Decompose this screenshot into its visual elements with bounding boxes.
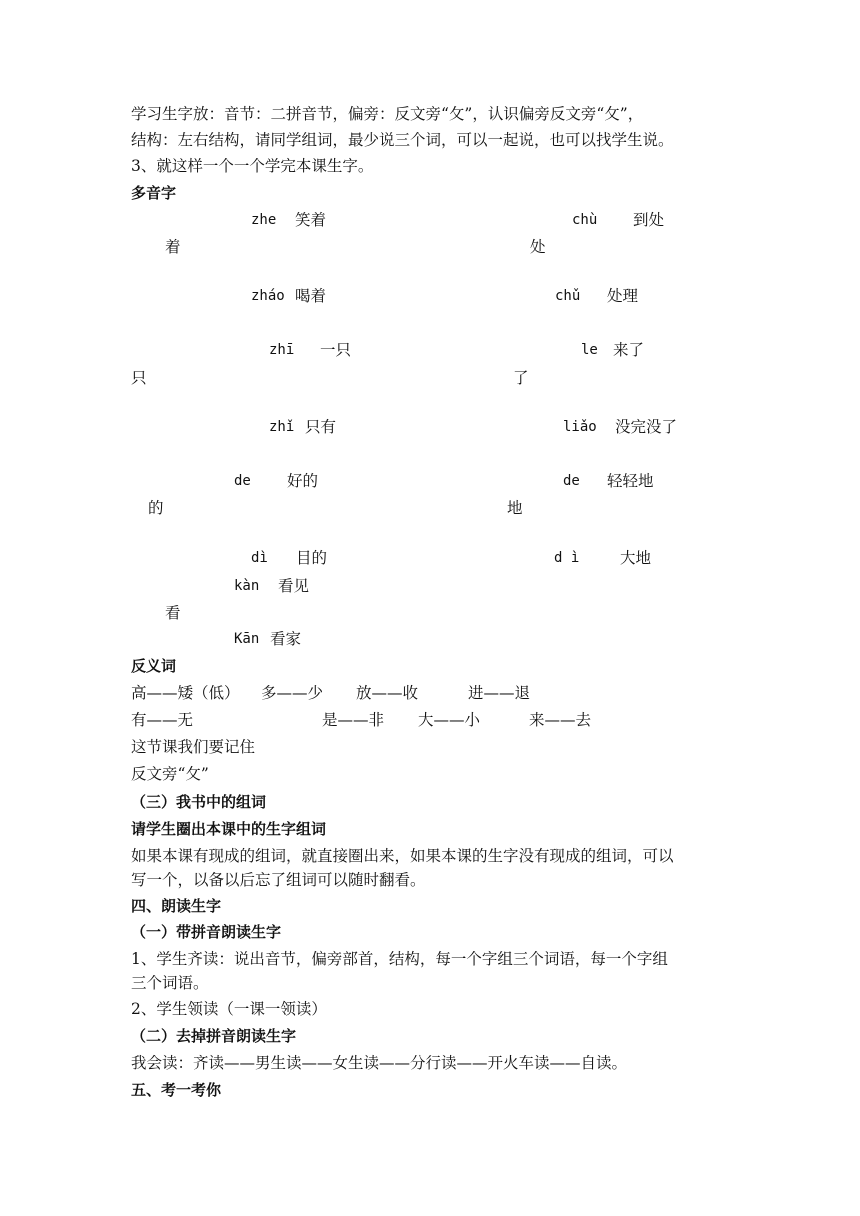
word: 没完没了 bbox=[615, 418, 678, 436]
pinyin: d ì bbox=[554, 550, 580, 566]
pinyin: liǎo bbox=[563, 419, 597, 435]
section-heading: （二）去掉拼音朗读生字 bbox=[131, 1027, 297, 1045]
pinyin: zhǐ bbox=[269, 419, 295, 435]
paragraph-line: 学习生字放：音节：二拼音节，偏旁：反文旁“攵”，认识偏旁反文旁“攵”， bbox=[131, 105, 644, 123]
paragraph-line: 结构：左右结构，请同学组词，最少说三个词，可以一起说，也可以找学生说。 bbox=[131, 131, 674, 149]
section-heading: （三）我书中的组词 bbox=[131, 793, 267, 811]
word: 只有 bbox=[305, 418, 337, 436]
polyphone-char: 处 bbox=[530, 238, 546, 256]
antonym-pair: 多——少 bbox=[261, 684, 324, 702]
antonym-pair: 大——小 bbox=[418, 711, 481, 729]
polyphone-char: 只 bbox=[131, 369, 147, 387]
pinyin: zhe bbox=[251, 212, 277, 228]
paragraph-line: 3、就这样一个一个学完本课生字。 bbox=[131, 157, 374, 175]
word: 好的 bbox=[287, 472, 319, 490]
antonym-pair: 有——无 bbox=[131, 711, 194, 729]
pinyin: kàn bbox=[234, 578, 260, 594]
antonym-pair: 来——去 bbox=[529, 711, 592, 729]
section-heading: 四、朗读生字 bbox=[131, 897, 222, 915]
pinyin: zháo bbox=[251, 288, 285, 304]
pinyin: dì bbox=[251, 550, 268, 566]
word: 看见 bbox=[278, 577, 310, 595]
antonym-pair: 进——退 bbox=[468, 684, 531, 702]
polyphone-char: 地 bbox=[507, 499, 523, 517]
paragraph-line: 2、学生领读（一课一领读） bbox=[131, 1000, 327, 1018]
paragraph-line: 写一个，以备以后忘了组词可以随时翻看。 bbox=[131, 871, 426, 889]
word: 到处 bbox=[633, 211, 665, 229]
word: 看家 bbox=[270, 630, 302, 648]
word: 喝着 bbox=[295, 287, 327, 305]
section-heading-antonyms: 反义词 bbox=[131, 657, 177, 675]
antonym-pair: 高——矮（低） bbox=[131, 684, 240, 702]
paragraph-line: 反文旁“攵” bbox=[131, 765, 209, 783]
pinyin: chǔ bbox=[555, 288, 581, 304]
pinyin: chù bbox=[572, 212, 598, 228]
polyphone-char: 着 bbox=[165, 238, 181, 256]
pinyin: le bbox=[581, 342, 598, 358]
word: 目的 bbox=[296, 549, 328, 567]
paragraph-line: 我会读：齐读——男生读——女生读——分行读——开火车读——自读。 bbox=[131, 1054, 628, 1072]
word: 笑着 bbox=[295, 211, 327, 229]
polyphone-char: 的 bbox=[148, 499, 164, 517]
word: 一只 bbox=[320, 341, 352, 359]
word: 轻轻地 bbox=[607, 472, 654, 490]
paragraph-line: 这节课我们要记住 bbox=[131, 738, 256, 756]
section-heading-polyphones: 多音字 bbox=[131, 184, 177, 202]
antonym-pair: 放——收 bbox=[356, 684, 419, 702]
section-heading: （一）带拼音朗读生字 bbox=[131, 923, 282, 941]
pinyin: zhī bbox=[269, 342, 295, 358]
antonym-pair: 是——非 bbox=[322, 711, 385, 729]
word: 处理 bbox=[607, 287, 639, 305]
pinyin: de bbox=[234, 473, 251, 489]
word: 来了 bbox=[613, 341, 645, 359]
paragraph-line: 三个词语。 bbox=[131, 974, 209, 992]
polyphone-char: 看 bbox=[165, 604, 181, 622]
word: 大地 bbox=[620, 549, 652, 567]
polyphone-char: 了 bbox=[513, 369, 529, 387]
pinyin: Kān bbox=[234, 631, 260, 647]
paragraph-line: 如果本课有现成的组词，就直接圈出来，如果本课的生字没有现成的组词，可以 bbox=[131, 847, 674, 865]
section-heading: 五、考一考你 bbox=[131, 1081, 222, 1099]
paragraph-line: 1、学生齐读：说出音节，偏旁部首，结构，每一个字组三个词语，每一个字组 bbox=[131, 950, 668, 968]
section-heading: 请学生圈出本课中的生字组词 bbox=[131, 820, 327, 838]
pinyin: de bbox=[563, 473, 580, 489]
